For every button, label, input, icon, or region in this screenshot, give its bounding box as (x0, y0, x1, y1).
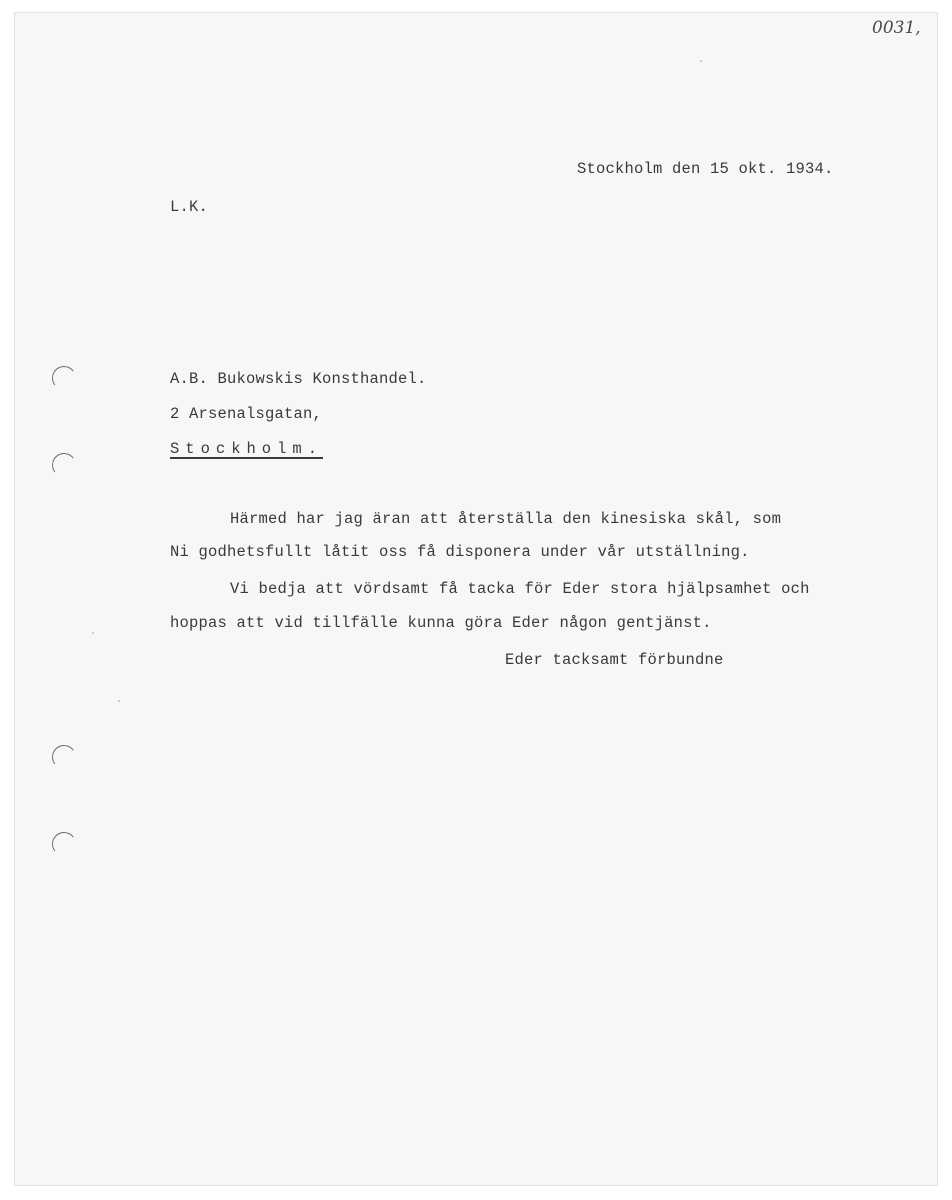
document-page (14, 12, 938, 1186)
paper-speck (700, 60, 702, 62)
body-paragraph-1-line-2: Ni godhetsfullt låtit oss få disponera under vår utställning. (170, 543, 750, 561)
paper-speck (118, 700, 120, 702)
body-paragraph-1-line-1: Härmed har jag äran att återställa den kinesiska skål, som (230, 510, 782, 528)
recipient-city: Stockholm. (170, 440, 324, 458)
body-paragraph-2-line-2: hoppas att vid tillfälle kunna göra Eder någon gentjänst. (170, 614, 712, 632)
sender-initials: L.K. (170, 198, 209, 216)
archive-number: 0031, (872, 18, 921, 38)
date-line: Stockholm den 15 okt. 1934. (577, 160, 834, 178)
recipient-street: 2 Arsenalsgatan, (170, 405, 323, 423)
body-paragraph-2-line-1: Vi bedja att vördsamt få tacka för Eder stora hjälpsamhet och (230, 580, 810, 598)
paper-speck (92, 632, 94, 634)
closing: Eder tacksamt förbundne (505, 651, 724, 669)
recipient-name: A.B. Bukowskis Konsthandel. (170, 370, 427, 388)
